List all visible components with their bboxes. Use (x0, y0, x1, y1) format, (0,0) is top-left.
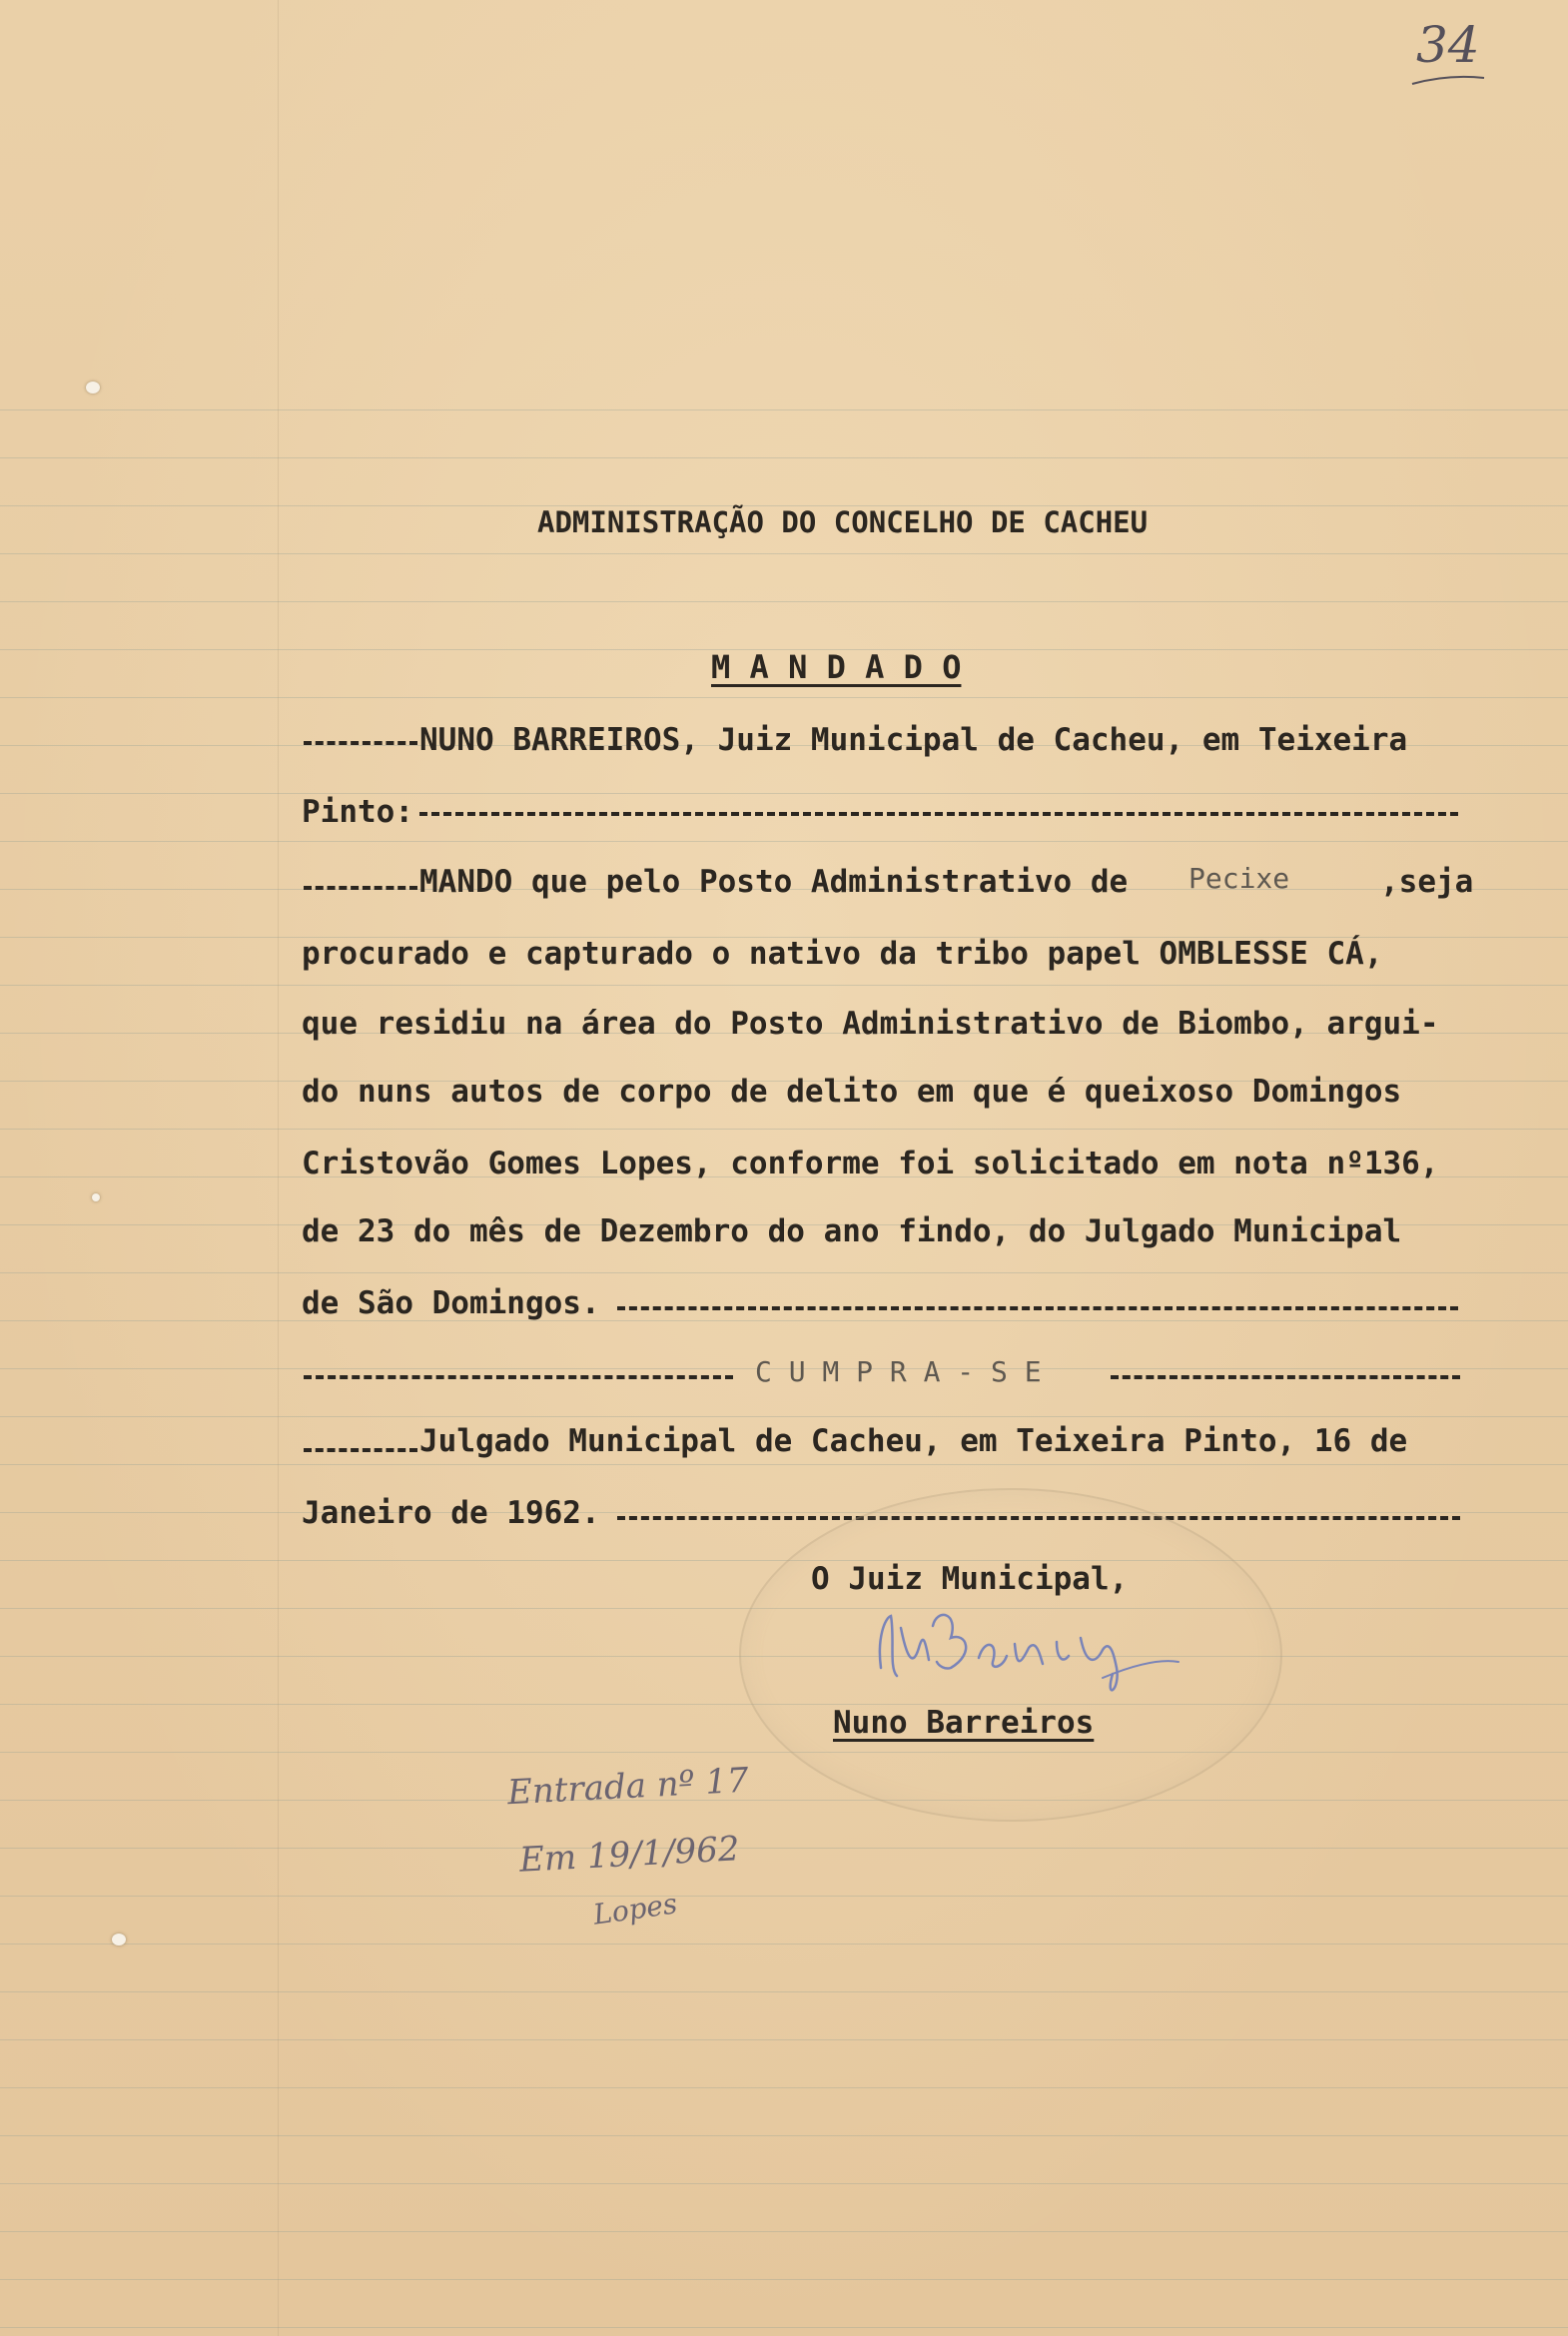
page-number: 34 (1416, 16, 1480, 74)
paragraph2-line2: procurado e capturado o nativo da tribo papel OMBLESSE CÁ, (302, 936, 1383, 972)
dash-leader (304, 741, 417, 745)
paragraph2-line4: do nuns autos de corpo de delito em que é queixoso Domingos (302, 1074, 1402, 1110)
dash-leader (304, 1448, 417, 1452)
signature-role: O Juiz Municipal, (811, 1561, 1129, 1597)
dash-filler (617, 1306, 1458, 1310)
paragraph2-line5: Cristovão Gomes Lopes, conforme foi solicitado em nota nº136, (302, 1146, 1439, 1181)
punch-hole-bottom (112, 1934, 126, 1946)
dash-leader (304, 1375, 733, 1379)
document-title: M A N D A D O (711, 648, 962, 686)
annotation-date: Em 19/1/962 (518, 1829, 741, 1881)
punch-hole-top (86, 382, 100, 393)
cumpra-se: C U M P R A - S E (755, 1355, 1042, 1388)
paragraph1-line1: NUNO BARREIROS, Juiz Municipal de Cacheu, em Teixeira (419, 722, 1408, 758)
dash-leader (304, 886, 417, 890)
paragraph2-line6: de 23 do mês de Dezembro do ano findo, do Julgado Municipal (302, 1213, 1402, 1249)
document-header: ADMINISTRAÇÃO DO CONCELHO DE CACHEU (537, 505, 1149, 539)
paragraph2-line1-place: Pecixe (1188, 862, 1290, 895)
punch-hole-middle (92, 1193, 100, 1201)
dash-filler (419, 812, 1458, 816)
paragraph3-line1: Julgado Municipal de Cacheu, em Teixeira Pinto, 16 de (419, 1423, 1408, 1459)
paragraph1-line2: Pinto: (302, 794, 413, 830)
paragraph2-line7: de São Domingos. (302, 1285, 600, 1321)
annotation-entry: Entrada nº 17 (506, 1760, 750, 1814)
paragraph2-line3: que residiu na área do Posto Administrativo de Biombo, argui- (302, 1006, 1439, 1042)
signatory-name: Nuno Barreiros (833, 1705, 1095, 1741)
paragraph3-line2: Janeiro de 1962. (302, 1495, 600, 1531)
paragraph2-line1-a: MANDO que pelo Posto Administrativo de (419, 864, 1129, 900)
annotation-initials: Lopes (591, 1887, 680, 1932)
page-number-underline (1408, 72, 1488, 88)
margin-line (278, 0, 279, 2336)
handwritten-signature (867, 1598, 1246, 1708)
dash-trailer (1111, 1375, 1460, 1379)
paragraph2-line1-b: ,seja (1380, 864, 1474, 900)
